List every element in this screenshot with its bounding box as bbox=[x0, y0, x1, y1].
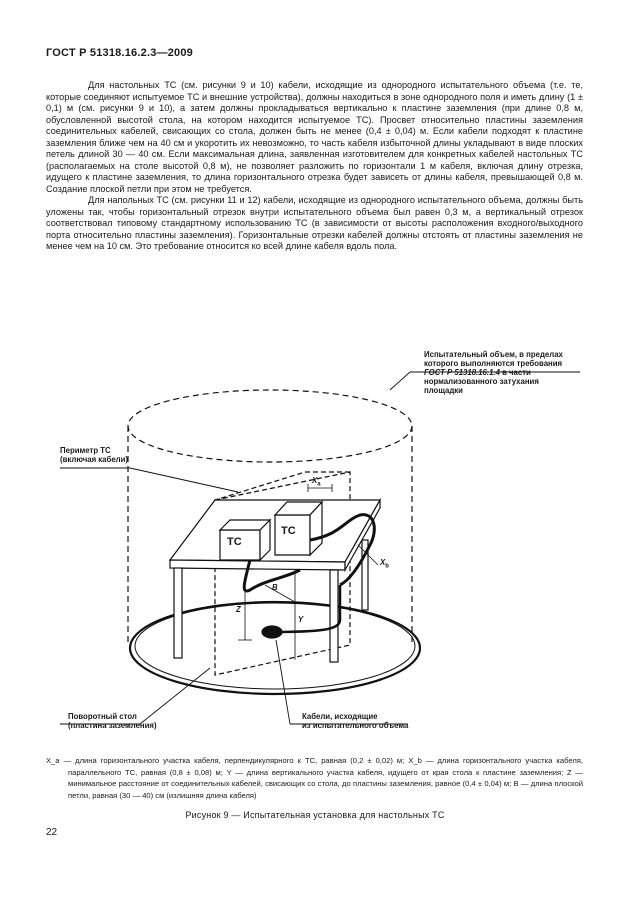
label-exit-cables: Кабели, исходящие из испытательного объема bbox=[302, 712, 409, 730]
leader-perimeter bbox=[130, 468, 238, 492]
cable-exit-point bbox=[262, 626, 282, 638]
label-tc-1: ТС bbox=[227, 536, 242, 548]
label-b: B bbox=[272, 583, 278, 592]
table-edge bbox=[170, 560, 345, 570]
leader-volume bbox=[390, 372, 410, 390]
table-leg-1 bbox=[174, 568, 182, 658]
label-eut-perimeter: Периметр ТС (включая кабели) bbox=[60, 446, 129, 464]
figure-caption: Рисунок 9 — Испытательная установка для настольных ТС bbox=[185, 810, 445, 820]
legend-text: X_a — длина горизонтального участка кабеля, перпендикулярного к ТС, равная (0,2 ± 0,02) м; X_b — длина горизонтального участка кабеля, параллельного ТС, равная (0,8 ± 0,08) м; Y — длина вертикального участка кабеля, идущего от края стола к пластине заземления; Z — минимальное расстояние от соединительных кабелей, свисающих со стола, до пластины заземления, равное (0,4 ± 0,04) м; B — длина плоской петли, равная (30 — 40) см (излишняя длина кабеля) bbox=[46, 756, 583, 800]
label-y: Y bbox=[298, 615, 304, 624]
label-turntable: Поворотный стол (пластина заземления) bbox=[68, 712, 157, 730]
page-number: 22 bbox=[46, 827, 58, 838]
volume-top-ellipse bbox=[128, 390, 412, 462]
label-xb: $X_b$ bbox=[380, 558, 389, 570]
paragraph-1: Для настольных ТС (см. рисунки 9 и 10) кабели, исходящие из однородного испытательного объема (т.е. те, которые соединяют испытуемое ТС и внешние устройства), должны находиться в зоне однородного поля и иметь длину (1 ± 0,1) м (см. рисунки 9 и 10), а затем должны прокладываться вертикально к пластине заземления (при длине 0,8 м, обусловленной высотой стола, на котором находится испытуемое ТС). Просвет относительно пластины заземления соединительных кабелей, свисающих со стола, должен быть не менее (0,4 ± 0,04) м. Если кабели подходят к пластине заземления ближе чем на 40 см и укоротить их невозможно, то часть кабеля избыточной длины укладывают в виде плоских петель длиной 30 — 40 см. Если максимальная длина, заявленная изготовителем для конкретных кабелей настольных ТС (располагаемых на столе высотой 0,8 м), не позволяет разложить по горизонтали 1 м кабеля, включая длину отрезка, идущего к пластине заземления, то длина горизонтального отрезка будет зависеть от длины кабеля, превышающей 0,8 м. Создание плоской петли при этом не требуется. bbox=[46, 80, 583, 194]
label-z: Z bbox=[236, 605, 241, 614]
standard-header: ГОСТ Р 51318.16.2.3—2009 bbox=[46, 47, 193, 59]
paragraph-2: Для напольных ТС (см. рисунки 11 и 12) кабели, исходящие из однородного испытательного объема, должны быть уложены так, чтобы горизонтальный отрезок внутри испытательного объема был равен 0,3 м, а вертикальный отрезок соответствовал типовому стандартному использованию ТС (в зависимости от высоты расположения входного/выходного порта относительно пластины заземления). Горизонтальные отрезки кабелей должны отстоять от пластины заземления не менее чем на 10 см. Это требование относится ко всей длине кабеля вдоль пола. bbox=[46, 195, 583, 251]
figure-9 bbox=[40, 340, 600, 750]
table-leg-2 bbox=[330, 570, 338, 662]
dim-b bbox=[265, 585, 295, 602]
leader-cables bbox=[276, 640, 290, 724]
body-text bbox=[46, 80, 583, 253]
figure-legend bbox=[46, 755, 583, 801]
label-tc-2: ТС bbox=[281, 525, 296, 537]
test-setup-drawing bbox=[40, 340, 600, 750]
label-xa: $X_a$ bbox=[312, 476, 321, 488]
label-test-volume: Испытательный объем, в пределах которого выполняются требования ГОСТ Р 51318.16.1.4 в части нормализованного затухания площадки bbox=[424, 350, 563, 395]
